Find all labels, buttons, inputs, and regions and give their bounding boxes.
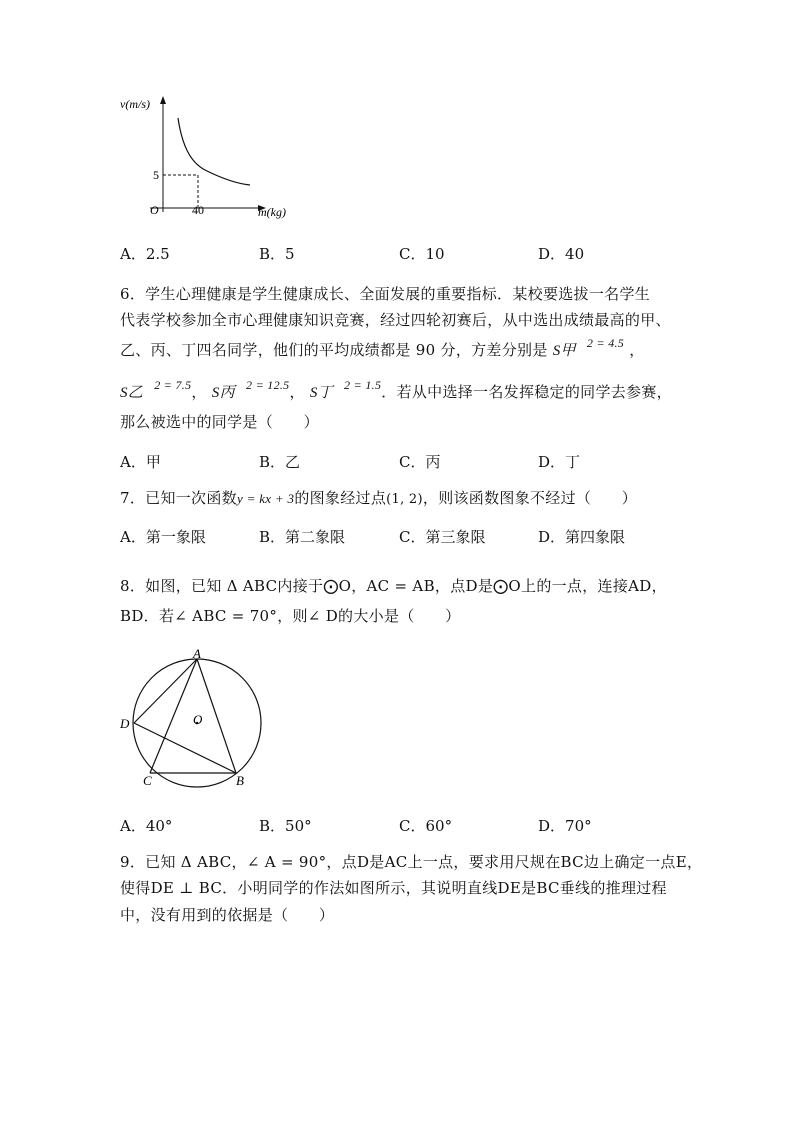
q5-option-a[interactable]: A．2.5 bbox=[120, 245, 170, 263]
q6-line2: 代表学校参加全市心理健康知识竞赛，经过四轮初赛后，从中选出成绩最高的甲、 bbox=[120, 311, 671, 329]
variance-bing-symbol: S丙 bbox=[211, 385, 235, 401]
q5-option-c[interactable]: C．10 bbox=[399, 245, 445, 263]
q5-option-b[interactable]: B．5 bbox=[259, 245, 295, 263]
variance-yi-value: 2 = 7.5 bbox=[154, 378, 192, 392]
q8-option-d[interactable]: D．70° bbox=[538, 817, 592, 835]
x-tick-label: 40 bbox=[192, 203, 204, 217]
q9-line1: 9．已知 Δ ABC，∠ A = 90°，点D是AC上一点，要求用尺规在BC边上确定一点E， bbox=[120, 853, 703, 871]
q8-option-a[interactable]: A．40° bbox=[120, 817, 173, 835]
label-o: O bbox=[193, 712, 203, 727]
q8-line1: 8．如图，已知 Δ ABC内接于⨀O，AC = AB，点D是⨀O上的一点，连接AD， bbox=[120, 577, 667, 595]
variance-yi-symbol: S乙 bbox=[120, 385, 144, 401]
y-axis-label: v(m/s) bbox=[120, 97, 150, 111]
q6-line1: 6．学生心理健康是学生健康成长、全面发展的重要指标．某校要选拔一名学生 bbox=[120, 285, 651, 303]
q7-point: (1, 2) bbox=[386, 492, 423, 507]
variance-ding-symbol: S丁 bbox=[309, 385, 333, 401]
q6-line3 bbox=[120, 336, 645, 361]
q6-option-d[interactable]: D．丁 bbox=[538, 453, 581, 471]
segment-ad bbox=[134, 659, 197, 723]
origin-label: O bbox=[150, 203, 159, 217]
q7-stem-a: 7．已知一次函数 bbox=[120, 489, 237, 507]
q6-option-b[interactable]: B．乙 bbox=[259, 453, 301, 471]
q8-option-c[interactable]: C．60° bbox=[399, 817, 453, 835]
q8-option-b[interactable]: B．50° bbox=[259, 817, 312, 835]
q6-comma-3: ， bbox=[289, 383, 305, 401]
circle-diagram bbox=[110, 645, 270, 795]
q6-option-c[interactable]: C．丙 bbox=[399, 453, 441, 471]
segment-ab bbox=[197, 659, 236, 773]
segment-ac bbox=[150, 659, 197, 773]
q7-option-b[interactable]: B．第二象限 bbox=[259, 528, 346, 546]
q9-line2: 使得DE ⊥ BC．小明同学的作法如图所示，其说明直线DE是BC垂线的推理过程 bbox=[120, 879, 667, 897]
q7-function: y = kx + 3 bbox=[236, 491, 295, 506]
variance-ding-value: 2 = 1.5 bbox=[344, 378, 382, 392]
variance-jia-symbol: S甲 bbox=[552, 343, 576, 359]
variance-bing-value: 2 = 12.5 bbox=[245, 378, 290, 392]
label-c: C bbox=[143, 773, 152, 788]
velocity-mass-graph bbox=[110, 90, 310, 225]
q7-option-a[interactable]: A．第一象限 bbox=[120, 528, 206, 546]
y-tick-label: 5 bbox=[153, 168, 159, 182]
q5-option-d[interactable]: D．40 bbox=[538, 245, 585, 263]
q6-comma-1: ， bbox=[629, 341, 645, 359]
q8-line2: BD．若∠ ABC = 70°，则∠ D的大小是（ ） bbox=[120, 607, 461, 625]
y-axis-arrow bbox=[160, 96, 166, 104]
x-axis-label: m(kg) bbox=[258, 205, 286, 219]
label-d: D bbox=[120, 716, 130, 731]
q7-stem-c: ，则该函数图象不经过（ ） bbox=[422, 489, 638, 507]
q6-line3-text: 乙、丙、丁四名同学，他们的平均成绩都是 90 分，方差分别是 bbox=[120, 341, 548, 359]
q7-option-d[interactable]: D．第四象限 bbox=[538, 528, 626, 546]
q6-line5: 那么被选中的同学是（ ） bbox=[120, 413, 319, 431]
q9-line3: 中，没有用到的依据是（ ） bbox=[120, 906, 335, 924]
q6-option-a[interactable]: A．甲 bbox=[120, 453, 161, 471]
q7-stem bbox=[120, 488, 637, 510]
q7-option-c[interactable]: C．第三象限 bbox=[399, 528, 486, 546]
label-b: B bbox=[236, 773, 244, 788]
q6-line4-end: ．若从中选择一名发挥稳定的同学去参赛， bbox=[381, 383, 672, 401]
label-a: A bbox=[193, 646, 201, 661]
q7-stem-b: 的图象经过点 bbox=[294, 489, 387, 507]
variance-jia-value: 2 = 4.5 bbox=[586, 336, 625, 350]
q6-line4 bbox=[120, 378, 672, 403]
q6-comma-2: ， bbox=[191, 383, 207, 401]
